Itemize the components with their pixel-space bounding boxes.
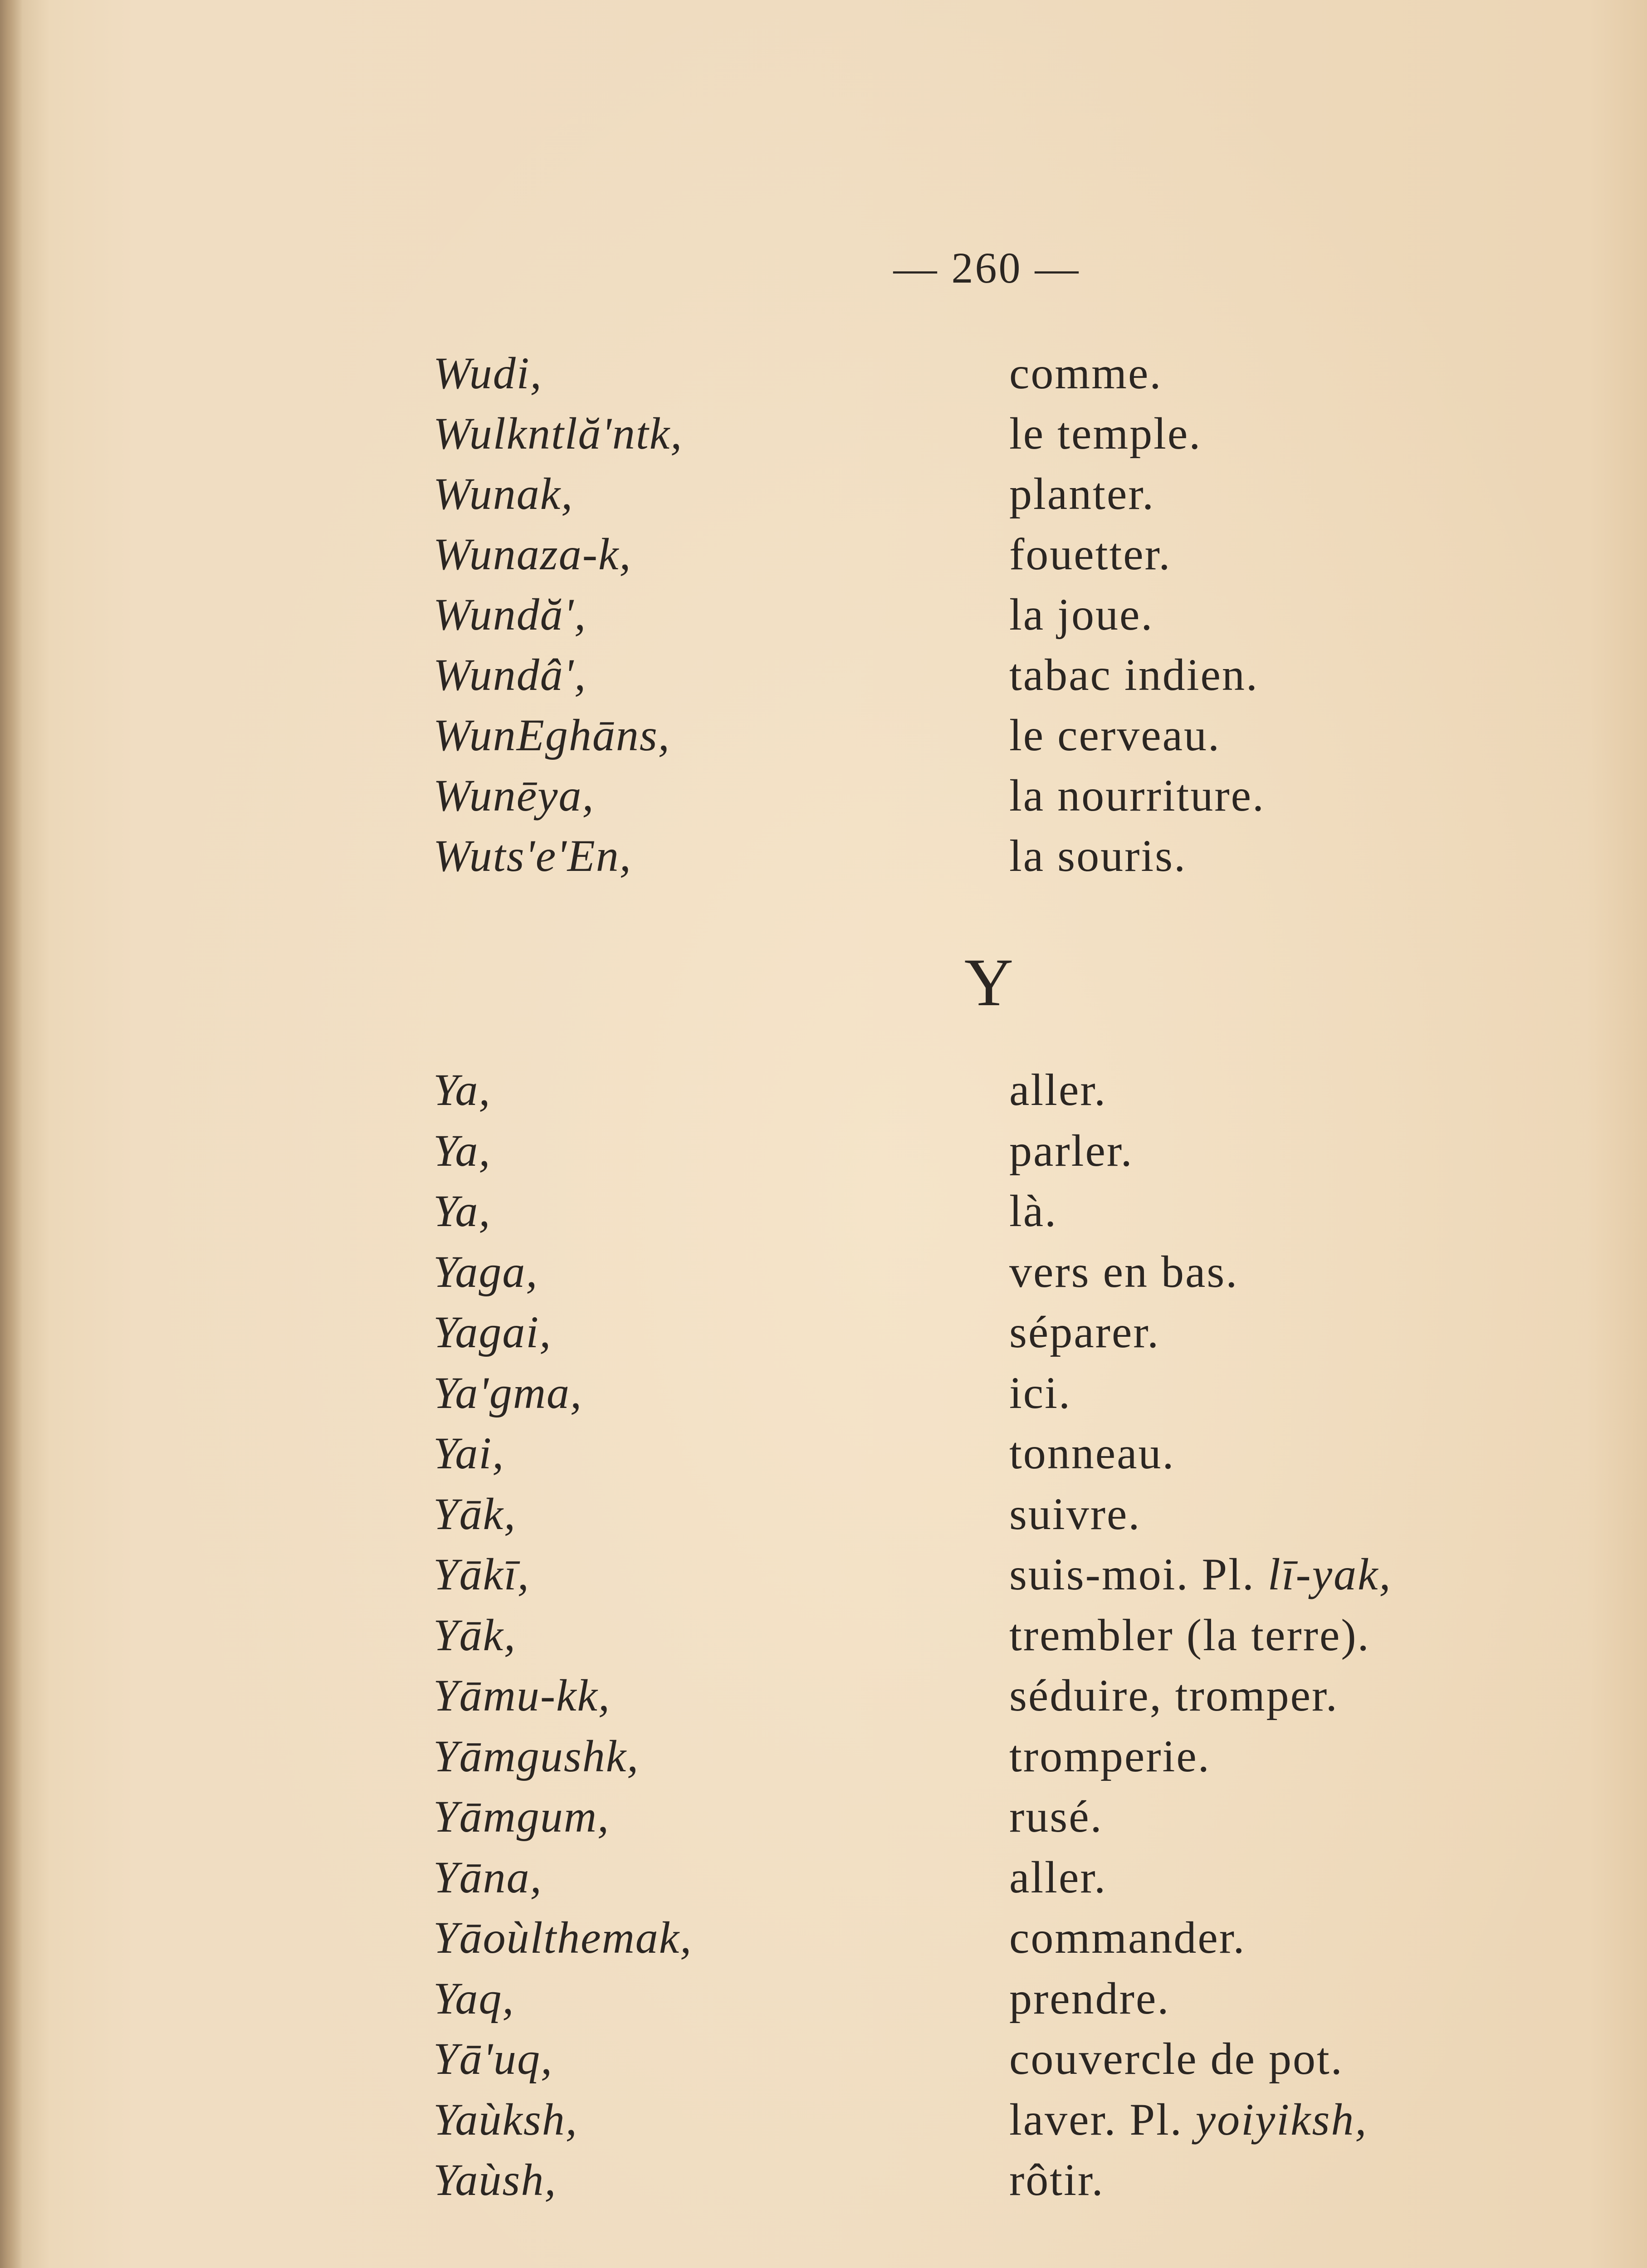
dictionary-entry xyxy=(0,709,1647,770)
dictionary-entry xyxy=(0,1548,1647,1609)
entry-gloss-text: vers en bas. xyxy=(1009,1246,1239,1297)
entry-gloss xyxy=(1009,1972,1170,2024)
entry-term: Yai, xyxy=(433,1428,505,1478)
entry-gloss-text: commander. xyxy=(1009,1912,1246,1963)
dictionary-entry xyxy=(0,2093,1647,2154)
entry-gloss-text: laver. Pl. xyxy=(1009,2094,1183,2145)
entry-term: Yāna, xyxy=(433,1852,542,1902)
entry-gloss-text: suis-moi. Pl. xyxy=(1009,1549,1255,1599)
entry-gloss xyxy=(1009,830,1187,882)
entry-gloss-text: tonneau. xyxy=(1009,1428,1175,1478)
entry-term: Wulkntlă'ntk, xyxy=(433,408,683,459)
dictionary-entry xyxy=(0,407,1647,468)
entry-term: Ya, xyxy=(433,1065,491,1115)
entry-gloss-text: trembler (la terre). xyxy=(1009,1609,1370,1660)
entry-gloss-text: ici. xyxy=(1009,1367,1071,1418)
entry-gloss-text: le cerveau. xyxy=(1009,710,1221,760)
entry-term: Yā'uq, xyxy=(433,2033,553,2084)
entry-gloss-text: séparer. xyxy=(1009,1307,1160,1357)
dictionary-entry xyxy=(0,1669,1647,1730)
entry-gloss xyxy=(1009,1730,1211,1782)
entry-term: Yāk, xyxy=(433,1609,516,1660)
entry-term: Yaùsh, xyxy=(433,2155,557,2205)
entry-term: Wundâ', xyxy=(433,650,587,700)
entry-plural-form: lī-yak, xyxy=(1267,1549,1392,1599)
entry-gloss-text: le temple. xyxy=(1009,408,1202,459)
entry-term: Wundă', xyxy=(433,589,587,640)
entry-term: Wunak, xyxy=(433,469,574,519)
entry-gloss xyxy=(1009,1367,1071,1419)
entry-gloss-text: là. xyxy=(1009,1186,1058,1236)
entry-gloss-text: la nourriture. xyxy=(1009,770,1266,821)
entry-gloss xyxy=(1009,1790,1103,1843)
dictionary-entry xyxy=(0,347,1647,408)
entry-gloss xyxy=(1009,769,1265,821)
entry-term: Ya'gma, xyxy=(433,1367,583,1418)
entry-gloss xyxy=(1009,1609,1370,1661)
entry-gloss xyxy=(1009,468,1155,520)
dictionary-entry xyxy=(0,769,1647,830)
dictionary-entry xyxy=(0,830,1647,890)
dictionary-entry xyxy=(0,1488,1647,1549)
entry-plural-form: yoiyiksh, xyxy=(1195,2094,1368,2145)
entry-gloss-text: rusé. xyxy=(1009,1791,1103,1842)
entry-gloss xyxy=(1009,1064,1107,1116)
entry-gloss xyxy=(1009,649,1259,701)
entry-gloss-text: aller. xyxy=(1009,1852,1107,1902)
dictionary-entry xyxy=(0,1306,1647,1367)
entry-term: Yagai, xyxy=(433,1307,552,1357)
entry-gloss xyxy=(1009,1548,1392,1600)
dictionary-entry xyxy=(0,2154,1647,2214)
entry-term: Wudi, xyxy=(433,348,542,398)
dictionary-entry xyxy=(0,1427,1647,1488)
dictionary-entry xyxy=(0,1064,1647,1124)
entry-gloss xyxy=(1009,709,1221,761)
entry-gloss xyxy=(1009,347,1162,399)
dictionary-entry xyxy=(0,1367,1647,1427)
entry-term: Yāmgum, xyxy=(433,1791,610,1842)
entry-gloss xyxy=(1009,1911,1246,1964)
entry-term: Yaga, xyxy=(433,1246,538,1297)
entry-gloss-text: comme. xyxy=(1009,348,1163,398)
entry-term: WunEghāns, xyxy=(433,710,670,760)
dictionary-entry xyxy=(0,1246,1647,1306)
dictionary-entry xyxy=(0,1851,1647,1912)
dictionary-entry xyxy=(0,2033,1647,2093)
entry-gloss-text: séduire, tromper. xyxy=(1009,1670,1339,1721)
entry-term: Yāmgushk, xyxy=(433,1730,640,1781)
dictionary-entry xyxy=(0,1730,1647,1791)
entry-gloss xyxy=(1009,407,1202,459)
entry-gloss-text: couvercle de pot. xyxy=(1009,2033,1344,2084)
section-letter: Y xyxy=(964,945,1014,1020)
entry-term: Wunaza-k, xyxy=(433,529,632,579)
entry-gloss xyxy=(1009,2154,1105,2206)
entry-term: Yaùksh, xyxy=(433,2094,578,2145)
entry-gloss-text: tabac indien. xyxy=(1009,650,1259,700)
dictionary-entry xyxy=(0,1972,1647,2033)
entry-gloss xyxy=(1009,2093,1368,2146)
entry-gloss xyxy=(1009,1124,1134,1177)
entry-gloss xyxy=(1009,588,1153,640)
dictionary-entry xyxy=(0,649,1647,709)
entry-gloss-text: aller. xyxy=(1009,1065,1107,1115)
dictionary-entry xyxy=(0,1185,1647,1246)
entry-gloss-text: la joue. xyxy=(1009,589,1154,640)
entry-gloss xyxy=(1009,2033,1344,2085)
dictionary-entry xyxy=(0,1790,1647,1851)
entry-gloss-text: planter. xyxy=(1009,469,1155,519)
dictionary-entry xyxy=(0,1911,1647,1972)
entry-gloss-text: parler. xyxy=(1009,1125,1134,1176)
entry-gloss-text: fouetter. xyxy=(1009,529,1172,579)
entry-term: Yāoùlthemak, xyxy=(433,1912,693,1963)
entry-gloss xyxy=(1009,1306,1160,1358)
entry-term: Yaq, xyxy=(433,1973,515,2024)
dictionary-entry xyxy=(0,528,1647,589)
entry-term: Yāk, xyxy=(433,1488,516,1539)
entry-term: Yāmu-kk, xyxy=(433,1670,611,1721)
entry-term: Yākī, xyxy=(433,1549,530,1599)
entry-gloss xyxy=(1009,528,1171,580)
entry-gloss-text: la souris. xyxy=(1009,831,1187,881)
entry-gloss-text: rôtir. xyxy=(1009,2155,1105,2205)
dictionary-entry xyxy=(0,588,1647,649)
entry-term: Ya, xyxy=(433,1125,491,1176)
entry-term: Wunēya, xyxy=(433,770,595,821)
entry-gloss xyxy=(1009,1185,1057,1237)
entry-gloss-text: prendre. xyxy=(1009,1973,1170,2024)
dictionary-entry xyxy=(0,468,1647,528)
entry-gloss-text: suivre. xyxy=(1009,1488,1141,1539)
dictionary-entry xyxy=(0,1124,1647,1185)
entry-term: Wuts'e'En, xyxy=(433,831,632,881)
entry-gloss xyxy=(1009,1488,1141,1540)
entry-gloss xyxy=(1009,1427,1175,1479)
entry-gloss xyxy=(1009,1246,1238,1298)
entry-gloss xyxy=(1009,1669,1339,1721)
entry-term: Ya, xyxy=(433,1186,491,1236)
dictionary-entry xyxy=(0,1609,1647,1670)
entry-gloss-text: tromperie. xyxy=(1009,1730,1211,1781)
entry-gloss xyxy=(1009,1851,1107,1903)
page-number: — 260 — xyxy=(893,244,1080,292)
